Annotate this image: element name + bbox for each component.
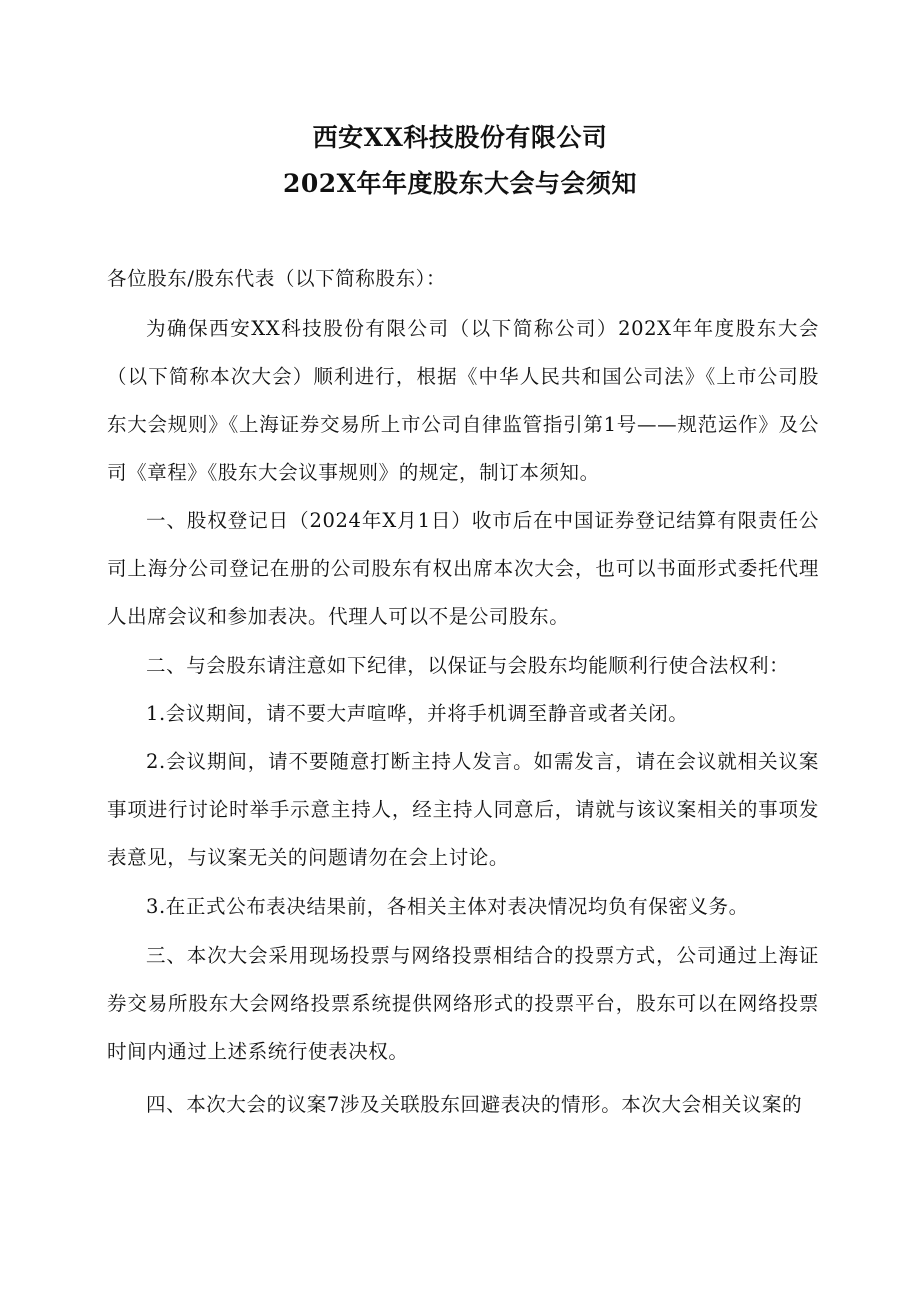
paragraph-voting-method: 三、本次大会采用现场投票与网络投票相结合的投票方式，公司通过上海证券交易所股东大会网络投票系统提供网络形式的投票平台，股东可以在网络投票时间内通过上述系统行使表决权。 <box>107 944 819 1063</box>
document-title-company: 西安XX科技股份有限公司 <box>312 123 608 152</box>
paragraph-discipline-heading: 二、与会股东请注意如下纪律，以保证与会股东均能顺利行使合法权利： <box>146 654 790 677</box>
paragraph-rule-1: 1.会议期间，请不要大声喧哗，并将手机调至静音或者关闭。 <box>146 702 689 725</box>
paragraph-rule-2: 2.会议期间，请不要随意打断主持人发言。如需发言，请在会议就相关议案事项进行讨论时举手示意主持人，经主持人同意后，请就与该议案相关的事项发表意见，与议案无关的问题请勿在会上讨论。 <box>107 750 819 869</box>
greeting-line: 各位股东/股东代表（以下简称股东）： <box>107 267 447 290</box>
paragraph-related-party-voting: 四、本次大会的议案7涉及关联股东回避表决的情形。本次大会相关议案的 <box>146 1093 803 1116</box>
document-title-meeting-notice: 202X年年度股东大会与会须知 <box>282 169 638 198</box>
paragraph-registration-date: 一、股权登记日（2024年X月1日）收市后在中国证券登记结算有限责任公司上海分公司登记在册的公司股东有权出席本次大会，也可以书面形式委托代理人出席会议和参加表决。代理人可以不是公司股东。 <box>107 509 819 628</box>
paragraph-purpose: 为确保西安XX科技股份有限公司（以下简称公司）202X年年度股东大会（以下简称本次大会）顺利进行，根据《中华人民共和国公司法》《上市公司股东大会规则》《上海证券交易所上市公司自律监管指引第1号——规范运作》及公司《章程》《股东大会议事规则》的规定，制订本须知。 <box>107 317 819 484</box>
paragraph-rule-3: 3.在正式公布表决结果前，各相关主体对表决情况均负有保密义务。 <box>146 895 749 918</box>
